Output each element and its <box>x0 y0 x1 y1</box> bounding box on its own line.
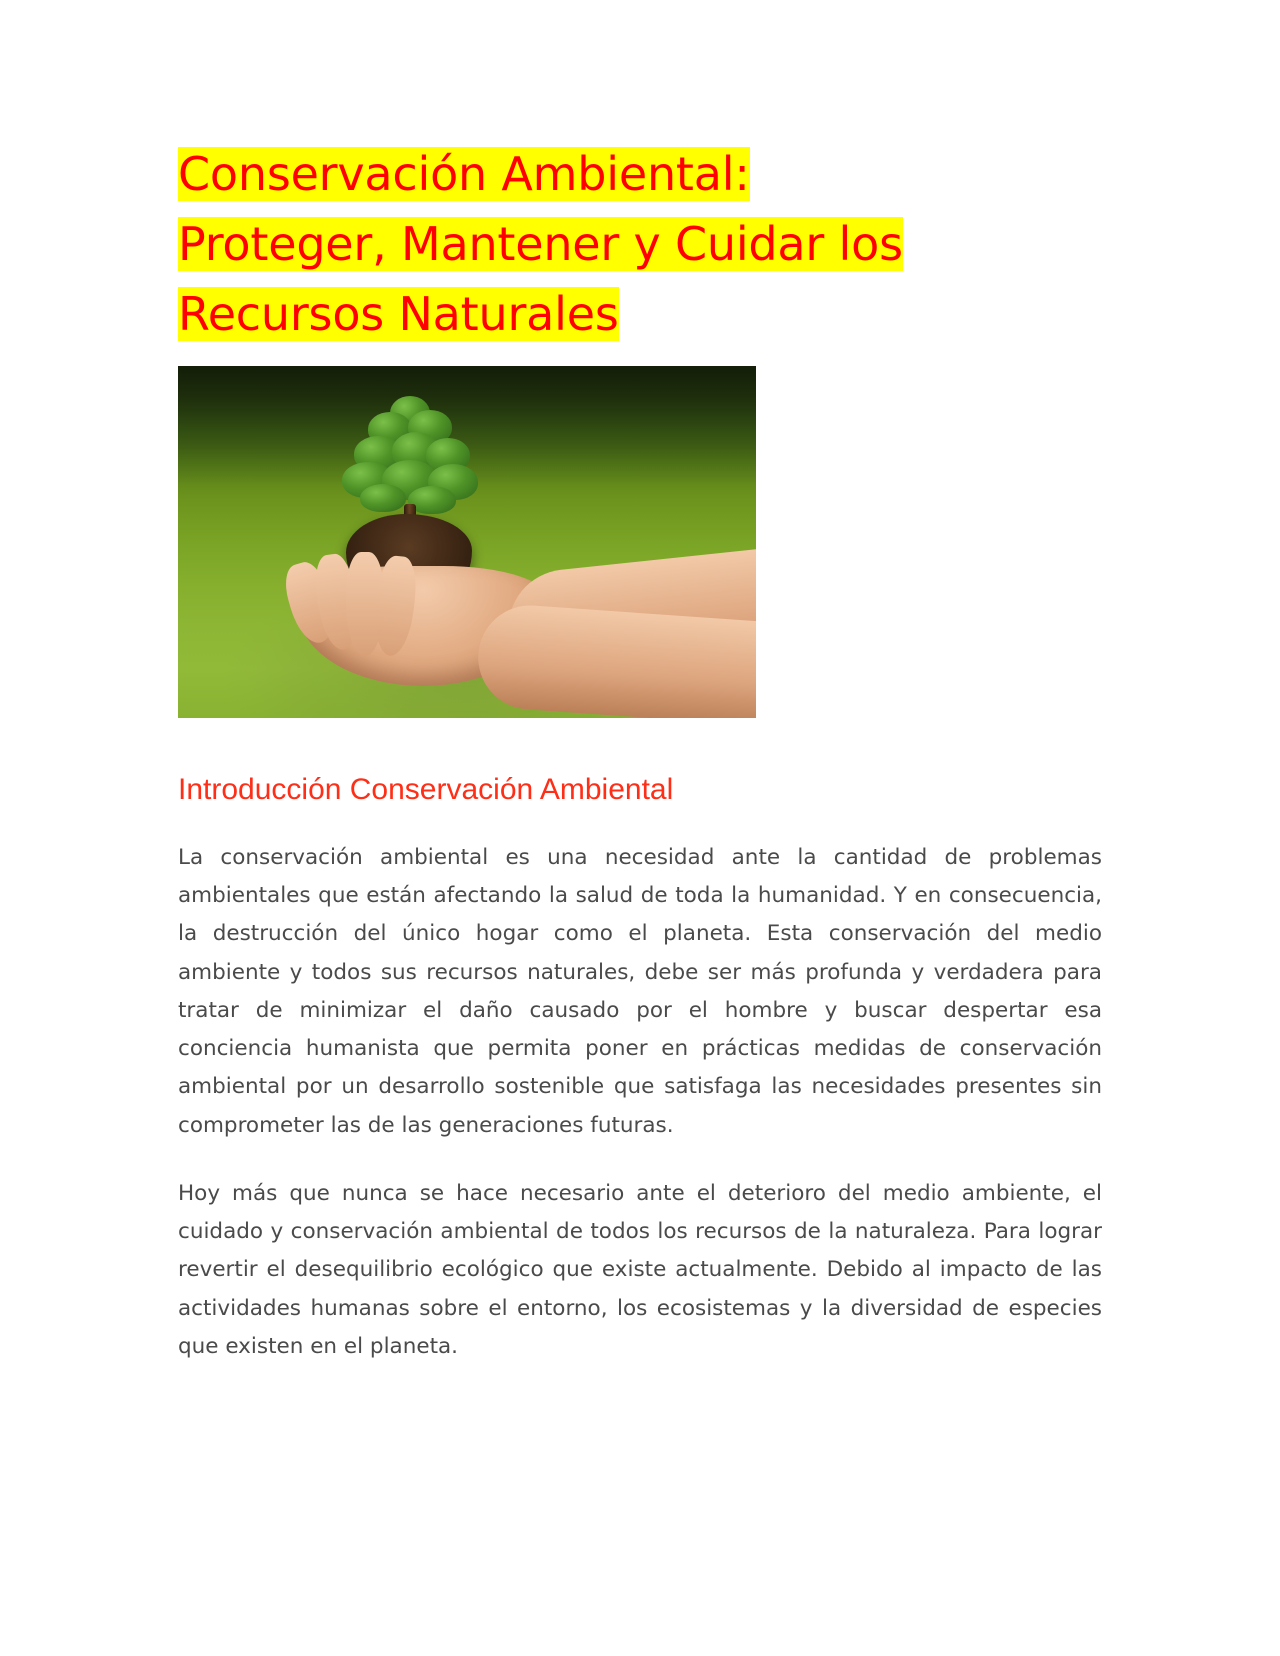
section-heading: Introducción Conservación Ambiental <box>178 772 674 806</box>
page-title <box>178 140 1102 350</box>
tree-canopy <box>330 396 490 528</box>
page-title-line-1: Conservación Ambiental: <box>178 147 750 201</box>
forearm-left <box>475 602 756 718</box>
body-paragraph-1: La conservación ambiental es una necesidad ante la cantidad de problemas ambientales que están afectando la salud de toda la humanidad. Y en consecuencia, la destrucción del único hogar como el planeta. Esta conservación del medio ambiente y todos sus recursos naturales, debe ser más profunda y verdadera para tratar de minimizar el daño causado por el hombre y buscar despertar esa conciencia humanista que permita poner en prácticas medidas de conservación ambiental por un desarrollo sostenible que satisfaga las necesidades presentes sin comprometer las de las generaciones futuras. <box>178 844 1102 1138</box>
page-title-line-3: Recursos Naturales <box>178 286 619 341</box>
page-title-line-2: Proteger, Mantener y Cuidar los <box>178 216 903 271</box>
body-paragraph-2: Hoy más que nunca se hace necesario ante el deterioro del medio ambiente, el cuidado y conservación ambiental de todos los recursos de la naturaleza. Para lograr revertir el desequilibrio ecológico que existe actualmente. Debido al impacto de las actividades humanas sobre el entorno, los ecosistemas y la diversidad de especies que existen en el planeta. <box>178 1180 1102 1359</box>
hands-holding-plant-photo <box>178 366 756 718</box>
